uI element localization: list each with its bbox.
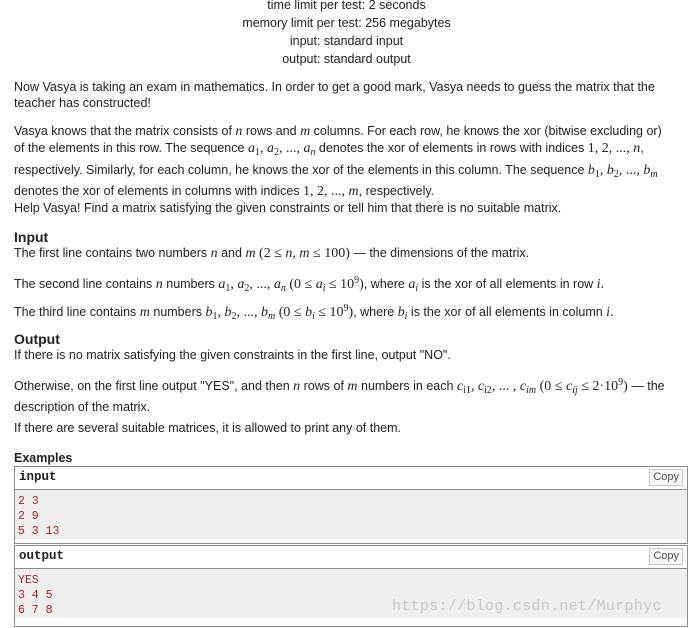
output-line-3: If there are several suitable matrices, it is allowed to print any of them. xyxy=(14,421,401,435)
input-line-3: The third line contains m numbers $b_1$, $b_2$, ..., $b_m$ $(0 \le b_i \le 10^9)$, where $b_i$ is the xor of all elements in column i. xyxy=(14,303,614,322)
input-line-1: The first line contains two numbers n and m (2 ≤ n, m ≤ 100) — the dimensions of the matrix. xyxy=(14,246,530,261)
statement-paragraph-1: Now Vasya is taking an exam in mathematics. In order to get a good mark, Vasya needs to guess the matrix that the teacher has constructed! xyxy=(14,80,655,111)
example-input-box xyxy=(14,466,688,544)
output-spec: output: standard output xyxy=(282,52,411,66)
example-input-content: 2 3 2 9 5 3 13 xyxy=(15,490,687,539)
input-spec: input: standard input xyxy=(289,34,404,48)
copy-input-button[interactable]: Copy xyxy=(649,469,683,486)
example-output-content: YES 3 4 5 6 7 8 xyxy=(15,569,687,618)
output-line-2: Otherwise, on the first line output "YES", and then n rows of m numbers in each $c_{i1}$, $c_{i2}$, ... , $c_{im}$ $(0 \le c_{ij} \le 2\cdot 10^9)$ — the description of the matrix. xyxy=(14,377,665,415)
memory-limit: memory limit per test: 256 megabytes xyxy=(242,16,451,30)
input-line-2: The second line contains n numbers $a_1$, $a_2$, ..., $a_n$ $(0 \le a_i \le 10^9)$, where $a_i$ is the xor of all elements in row i. xyxy=(14,275,605,294)
example-output-label: output xyxy=(19,549,65,563)
statement-paragraph-3: Help Vasya! Find a matrix satisfying the given constraints or tell him that there is no suitable matrix. xyxy=(14,201,562,215)
problem-header xyxy=(0,0,693,68)
statement-paragraph-2: Vasya knows that the matrix consists of n rows and m columns. For each row, he knows the xor (bitwise excluding or) of the elements in this row. The sequence $a_1$, $a_2$, ..., $a_n$ denotes the xor of elements in rows with indices 1, 2, ..., n, respectively. Similarly, for each column, he knows the xor of the elements in this column. The sequence $b_1$, $b_2$, ..., $b_m$ denotes the xor of elements in columns with indices 1, 2, ..., m, respectively. xyxy=(14,124,662,200)
output-line-1: If there is no matrix satisfying the given constraints in the first line, output "NO". xyxy=(14,348,451,362)
example-output-header xyxy=(15,546,687,569)
example-input-label: input xyxy=(19,470,57,484)
copy-output-button[interactable]: Copy xyxy=(649,548,683,565)
output-title: Output xyxy=(14,331,60,347)
example-input-header xyxy=(15,467,687,490)
input-title: Input xyxy=(14,229,49,245)
watermark: https://blog.csdn.net/Murphyc xyxy=(392,598,662,615)
time-limit: time limit per test: 2 seconds xyxy=(267,0,426,12)
examples-title: Examples xyxy=(14,451,73,465)
